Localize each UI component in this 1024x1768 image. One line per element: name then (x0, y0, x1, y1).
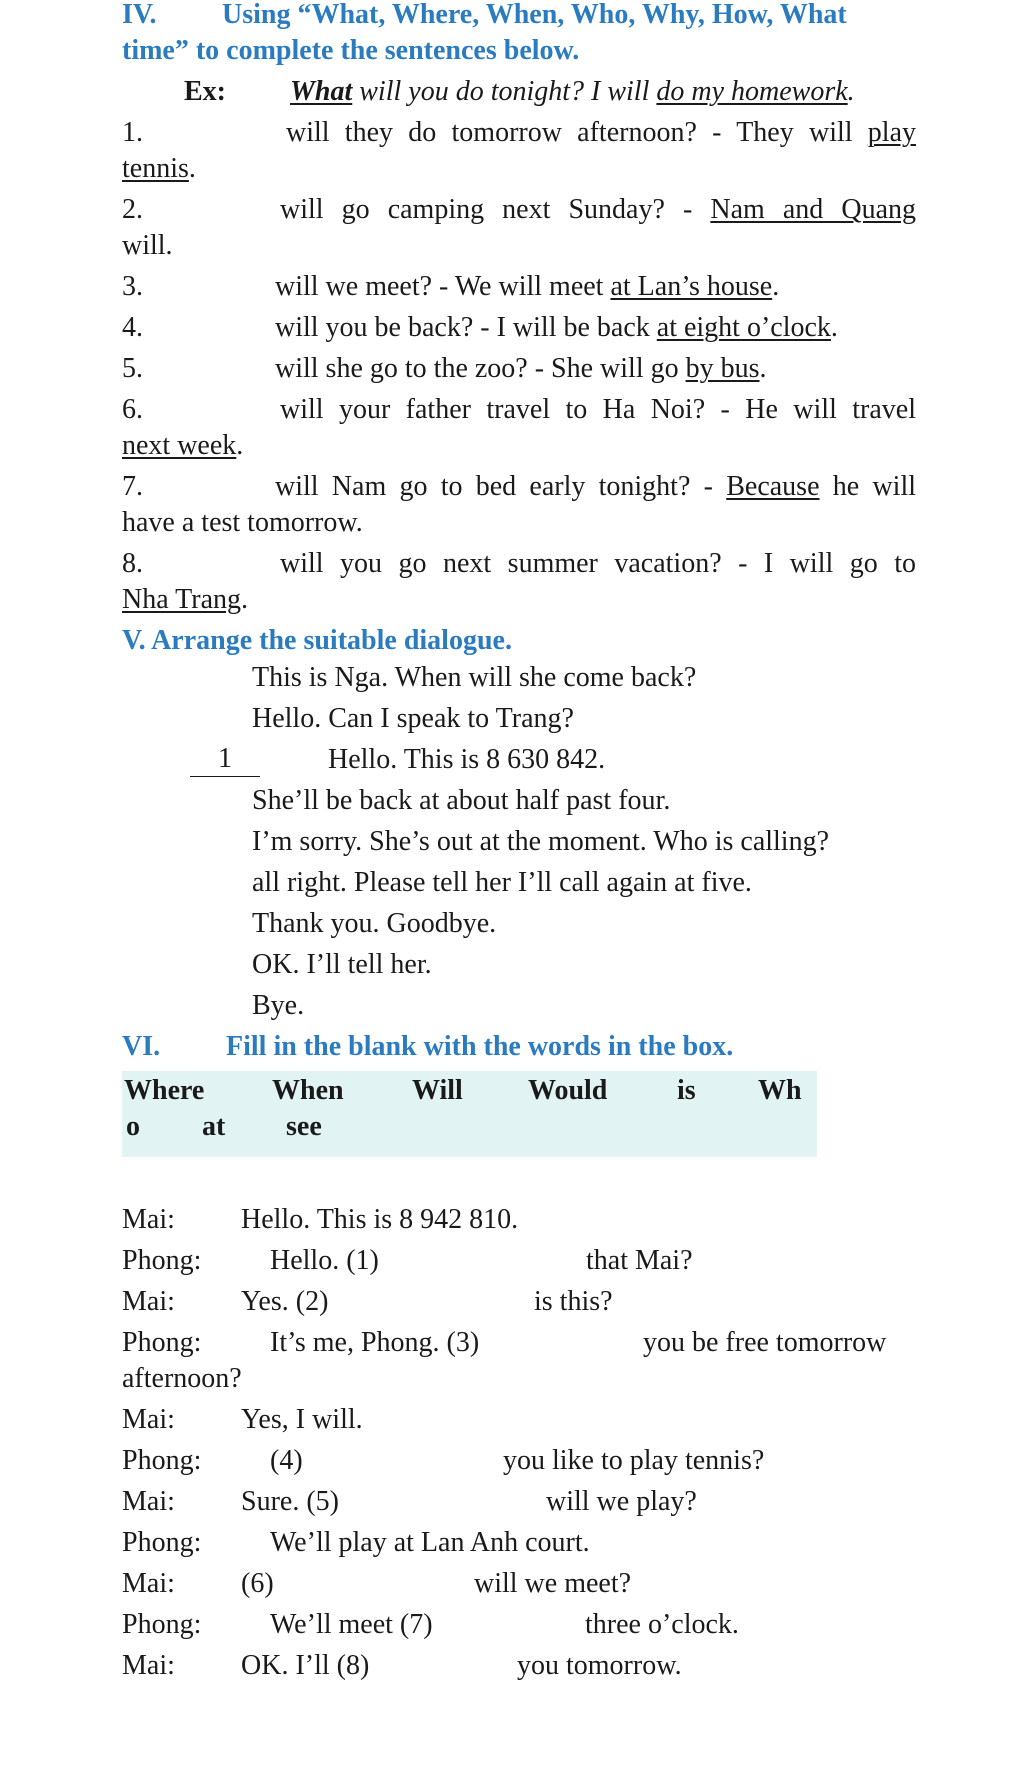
word-box (122, 1071, 817, 1157)
item-number: 8. (122, 548, 143, 579)
word-box-word: see (286, 1111, 322, 1142)
dialogue-text: OK. I’ll (8) (241, 1650, 370, 1681)
word-box-word: When (272, 1075, 344, 1106)
dialogue-line: Hello. Can I speak to Trang? (252, 703, 574, 734)
dialogue-text-after-blank: three o’clock. (585, 1609, 739, 1640)
item-number: 7. (122, 471, 143, 502)
item-end: . (759, 353, 767, 384)
section4-heading-line1: Using “What, Where, When, Who, Why, How, What (222, 0, 847, 30)
dialogue-line: OK. I’ll tell her. (252, 949, 432, 980)
item-3-text (275, 269, 779, 305)
dialogue-text: Hello. (1) (270, 1245, 379, 1276)
dialogue-text-after-blank: you be free tomorrow (643, 1327, 887, 1358)
dialogue-continuation: afternoon? (122, 1363, 242, 1394)
item-number: 1. (122, 117, 143, 148)
speaker: Phong: (122, 1245, 202, 1276)
item-7-text (275, 469, 916, 505)
item-6-text: will your father travel to Ha Noi? - He will travel (280, 394, 916, 425)
speaker: Phong: (122, 1445, 202, 1476)
example-question: will you do tonight? I will (359, 76, 650, 107)
item-end: . (188, 153, 196, 184)
item-end: . (241, 584, 249, 615)
item-text: will they do tomorrow afternoon? - They will (286, 117, 853, 148)
item-7-continuation: have a test tomorrow. (122, 507, 363, 538)
item-end: . (830, 312, 838, 343)
dialogue-text-after-blank: will we play? (546, 1486, 697, 1517)
item-text: will you be back? - I will be back (275, 312, 650, 343)
dialogue-text-after-blank: you tomorrow. (517, 1650, 682, 1681)
item-underlined: tennis (122, 153, 189, 184)
dialogue-text: Sure. (5) (241, 1486, 339, 1517)
item-8-continuation (122, 582, 248, 618)
order-number-blank: 1 (190, 742, 260, 777)
dialogue-text-after-blank: is this? (534, 1286, 613, 1317)
dialogue-line: all right. Please tell her I’ll call again at five. (252, 867, 752, 898)
section5-heading: V. Arrange the suitable dialogue. (122, 625, 512, 656)
item-6-continuation (122, 428, 243, 464)
item-1-text (286, 115, 916, 151)
item-number: 4. (122, 312, 143, 343)
dialogue-text: Yes. (2) (241, 1286, 329, 1317)
item-number: 6. (122, 394, 143, 425)
item-2-continuation: will. (122, 230, 173, 261)
dialogue-text: (6) (241, 1568, 274, 1599)
example-label: Ex: (184, 76, 226, 107)
dialogue-line: This is Nga. When will she come back? (252, 662, 697, 693)
dialogue-text: Hello. This is 8 942 810. (241, 1204, 519, 1235)
word-box-word: Will (412, 1075, 463, 1106)
dialogue-line: Bye. (252, 990, 305, 1021)
word-box-word: is (677, 1075, 696, 1106)
item-end: . (772, 271, 780, 302)
item-number: 2. (122, 194, 143, 225)
item-5-text (275, 351, 767, 387)
item-underlined: next week (122, 430, 237, 461)
item-underlined: Nha Trang (122, 584, 242, 615)
speaker: Mai: (122, 1650, 175, 1681)
item-end: . (236, 430, 244, 461)
item-4-text (275, 310, 838, 346)
item-2-text (280, 192, 916, 228)
speaker: Mai: (122, 1404, 175, 1435)
item-8-text: will you go next summer vacation? - I will go to (280, 548, 916, 579)
item-text: will she go to the zoo? - She will go (275, 353, 679, 384)
dialogue-line: I’m sorry. She’s out at the moment. Who is calling? (252, 826, 830, 857)
dialogue-text: It’s me, Phong. (3) (270, 1327, 480, 1358)
item-text: will Nam go to bed early tonight? - (275, 471, 713, 502)
item-text: will go camping next Sunday? - (280, 194, 693, 225)
dialogue-text: Yes, I will. (241, 1404, 363, 1435)
section4-heading-line2: time” to complete the sentences below. (122, 35, 580, 66)
item-underlined: Nam and Quang (710, 194, 916, 225)
example-sentence (290, 74, 855, 110)
speaker: Phong: (122, 1327, 202, 1358)
item-1-continuation (122, 151, 196, 187)
section6-number: VI. (122, 1031, 161, 1062)
word-box-word: Where (124, 1075, 205, 1106)
dialogue-line: She’ll be back at about half past four. (252, 785, 671, 816)
section4-number: IV. (122, 0, 157, 30)
speaker: Phong: (122, 1527, 202, 1558)
example-answer: What (290, 76, 353, 107)
dialogue-text-after-blank: will we meet? (474, 1568, 632, 1599)
item-text: will we meet? - We will meet (275, 271, 604, 302)
item-underlined: play (867, 117, 917, 148)
dialogue-text-after-blank: that Mai? (586, 1245, 693, 1276)
word-box-word: o (126, 1111, 140, 1142)
speaker: Mai: (122, 1486, 175, 1517)
dialogue-text: We’ll meet (7) (270, 1609, 433, 1640)
speaker: Mai: (122, 1568, 175, 1599)
item-number: 3. (122, 271, 143, 302)
speaker: Mai: (122, 1204, 175, 1235)
dialogue-text-after-blank: you like to play tennis? (503, 1445, 765, 1476)
item-number: 5. (122, 353, 143, 384)
example-end: . (847, 76, 855, 107)
item-underlined: by bus (685, 353, 760, 384)
dialogue-line: Hello. This is 8 630 842. (328, 744, 606, 775)
word-box-word: at (202, 1111, 226, 1142)
item-underlined: at Lan’s house (610, 271, 773, 302)
speaker: Mai: (122, 1286, 175, 1317)
dialogue-text: (4) (270, 1445, 303, 1476)
word-box-word: Wh (758, 1075, 802, 1106)
word-box-word: Would (528, 1075, 608, 1106)
speaker: Phong: (122, 1609, 202, 1640)
section6-heading: Fill in the blank with the words in the box. (226, 1031, 734, 1062)
dialogue-line: Thank you. Goodbye. (252, 908, 497, 939)
item-underlined: at eight o’clock (656, 312, 831, 343)
item-after: he will (832, 471, 916, 502)
dialogue-text: We’ll play at Lan Anh court. (270, 1527, 590, 1558)
item-underlined: Because (726, 471, 820, 502)
example-underlined: do my homework (656, 76, 848, 107)
